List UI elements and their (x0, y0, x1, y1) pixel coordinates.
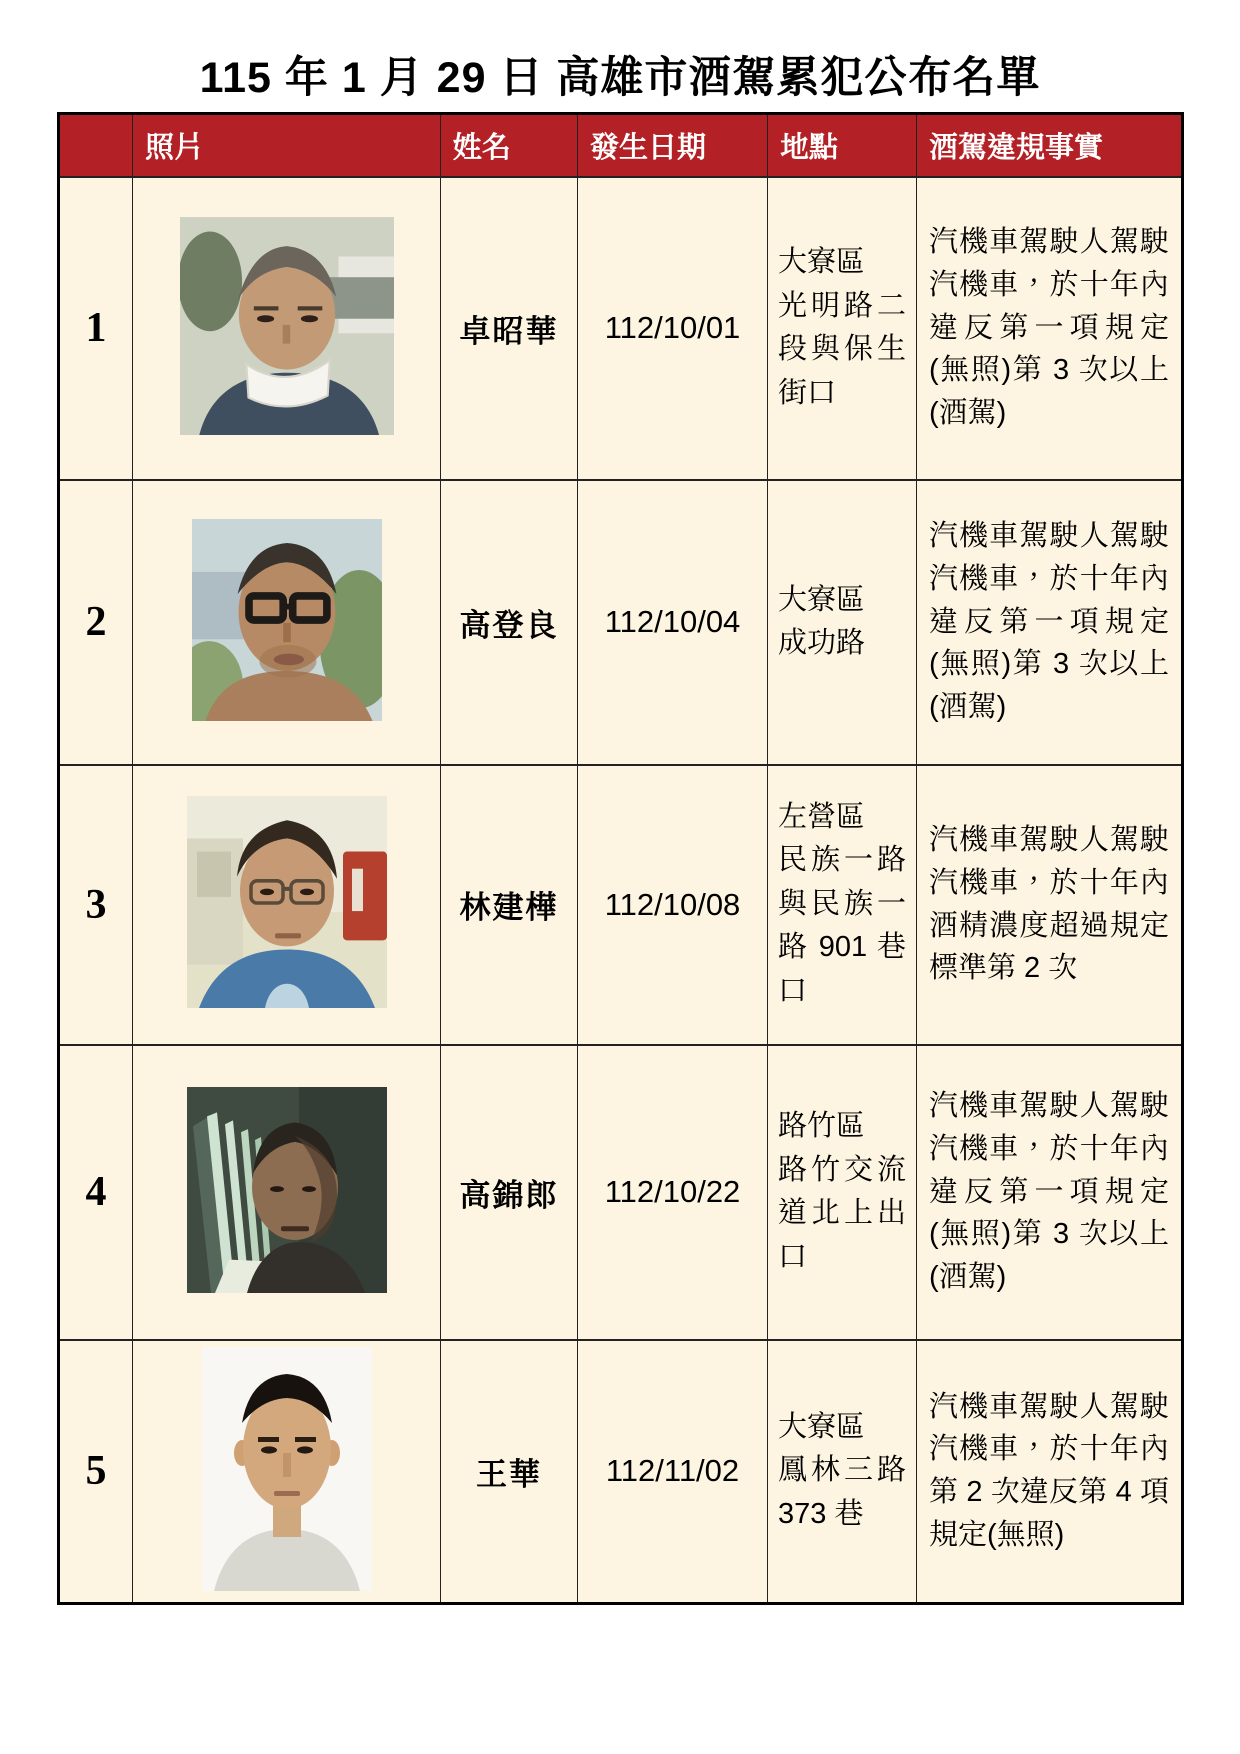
location-address: 光明路二段與保生街口 (778, 289, 906, 409)
location-address: 民族一路與民族一路 901 巷口 (778, 844, 906, 1007)
table-row (59, 480, 1183, 765)
table-row (59, 177, 1183, 480)
photo-cell (133, 1045, 441, 1340)
suspect-name: 林建樺 (441, 765, 578, 1045)
suspect-photo (202, 1347, 372, 1591)
header-violation: 酒駕違規事實 (917, 114, 1183, 177)
page-title: 115 年 1 月 29 日 高雄市酒駕累犯公布名單 (199, 54, 1041, 102)
violation-text: 汽機車駕駛人駕駛汽機車，於十年內違反第一項規定(無照)第 3 次以上(酒駕) (917, 480, 1183, 765)
incident-location (768, 1045, 917, 1340)
location-district: 大寮區 (778, 1410, 866, 1443)
header-name: 姓名 (441, 114, 578, 177)
suspect-photo (187, 796, 387, 1008)
table-row (59, 1045, 1183, 1340)
suspect-photo-placeholder-icon (187, 796, 387, 1008)
table-row (59, 765, 1183, 1045)
location-address: 成功路 (778, 627, 866, 659)
header-row (59, 114, 1183, 177)
suspect-photo (180, 217, 394, 435)
photo-cell (133, 765, 441, 1045)
suspect-photo (187, 1087, 387, 1293)
incident-date: 112/10/04 (578, 480, 768, 765)
suspect-name: 王華 (441, 1340, 578, 1604)
row-index: 5 (59, 1340, 133, 1604)
suspect-photo-placeholder-icon (192, 519, 382, 721)
dui-offender-table (57, 112, 1184, 1605)
row-index: 3 (59, 765, 133, 1045)
location-district: 左營區 (778, 800, 866, 833)
photo-cell (133, 480, 441, 765)
header-date: 發生日期 (578, 114, 768, 177)
photo-cell (133, 177, 441, 480)
incident-date: 112/11/02 (578, 1340, 768, 1604)
suspect-name: 高錦郎 (441, 1045, 578, 1340)
incident-date: 112/10/22 (578, 1045, 768, 1340)
violation-text: 汽機車駕駛人駕駛汽機車，於十年內違反第一項規定(無照)第 3 次以上(酒駕) (917, 1045, 1183, 1340)
suspect-name: 卓昭華 (441, 177, 578, 480)
incident-location (768, 177, 917, 480)
header-location: 地點 (768, 114, 917, 177)
location-district: 大寮區 (778, 246, 866, 278)
suspect-photo-placeholder-icon (180, 217, 394, 435)
location-address: 鳳林三路 373 巷 (778, 1454, 906, 1530)
violation-text: 汽機車駕駛人駕駛汽機車，於十年內違反第一項規定(無照)第 3 次以上(酒駕) (917, 177, 1183, 480)
header-photo: 照片 (133, 114, 441, 177)
location-address: 路竹交流道北上出口 (778, 1153, 906, 1273)
suspect-name: 高登良 (441, 480, 578, 765)
incident-location (768, 765, 917, 1045)
incident-date: 112/10/08 (578, 765, 768, 1045)
incident-location (768, 1340, 917, 1604)
row-index: 2 (59, 480, 133, 765)
photo-cell (133, 1340, 441, 1604)
header-index (59, 114, 133, 177)
row-index: 4 (59, 1045, 133, 1340)
violation-text: 汽機車駕駛人駕駛汽機車，於十年內第 2 次違反第 4 項規定(無照) (917, 1340, 1183, 1604)
location-district: 大寮區 (778, 583, 866, 616)
suspect-photo-placeholder-icon (187, 1087, 387, 1293)
suspect-photo-placeholder-icon (202, 1347, 372, 1591)
incident-date: 112/10/01 (578, 177, 768, 480)
table-row (59, 1340, 1183, 1604)
incident-location (768, 480, 917, 765)
suspect-photo (192, 519, 382, 721)
violation-text: 汽機車駕駛人駕駛汽機車，於十年內酒精濃度超過規定標準第 2 次 (917, 765, 1183, 1045)
row-index: 1 (59, 177, 133, 480)
location-district: 路竹區 (778, 1110, 866, 1142)
